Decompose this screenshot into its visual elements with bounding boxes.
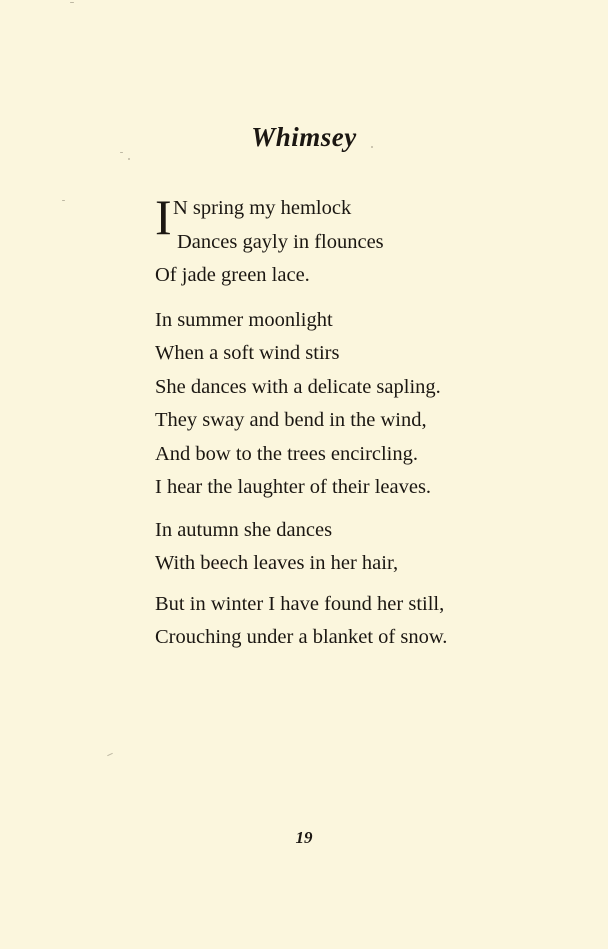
- poem-line: I hear the laughter of their leaves.: [155, 476, 432, 498]
- stanza-4: [155, 588, 575, 655]
- poem-line: Dances gayly in flounces: [177, 230, 384, 253]
- stanza-2: [155, 304, 575, 505]
- poem-title: Whimsey: [251, 122, 357, 152]
- poem-line: And bow to the trees encircling.: [155, 442, 419, 465]
- stanza-1: [155, 189, 575, 259]
- poem-line: N spring my hemlock: [173, 197, 352, 219]
- paper-speck: [107, 753, 113, 756]
- page-number: 19: [295, 828, 313, 847]
- paper-speck: [70, 2, 74, 3]
- poem-line: They sway and bend in the wind,: [155, 409, 427, 431]
- poem-line: But in winter I have found her still,: [155, 592, 445, 615]
- stanza-1-continued: [155, 259, 575, 293]
- poem-line: With beech leaves in her hair,: [155, 552, 399, 574]
- poem-line: In summer moonlight: [155, 308, 333, 331]
- poem-body: [155, 189, 575, 655]
- stanza-break: [155, 505, 575, 514]
- drop-cap: I: [155, 189, 172, 245]
- stanza-3: [155, 514, 575, 581]
- poem-line: In autumn she dances: [155, 518, 333, 541]
- stanza-break: [155, 581, 575, 588]
- poem-line: Of jade green lace.: [155, 264, 310, 286]
- poem-line: Crouching under a blanket of snow.: [155, 626, 448, 648]
- paper-speck: [128, 158, 130, 160]
- poem-line: She dances with a delicate sapling.: [155, 375, 441, 398]
- paper-speck: [62, 200, 65, 201]
- stanza-break: [155, 293, 575, 304]
- poem-line: When a soft wind stirs: [155, 342, 340, 364]
